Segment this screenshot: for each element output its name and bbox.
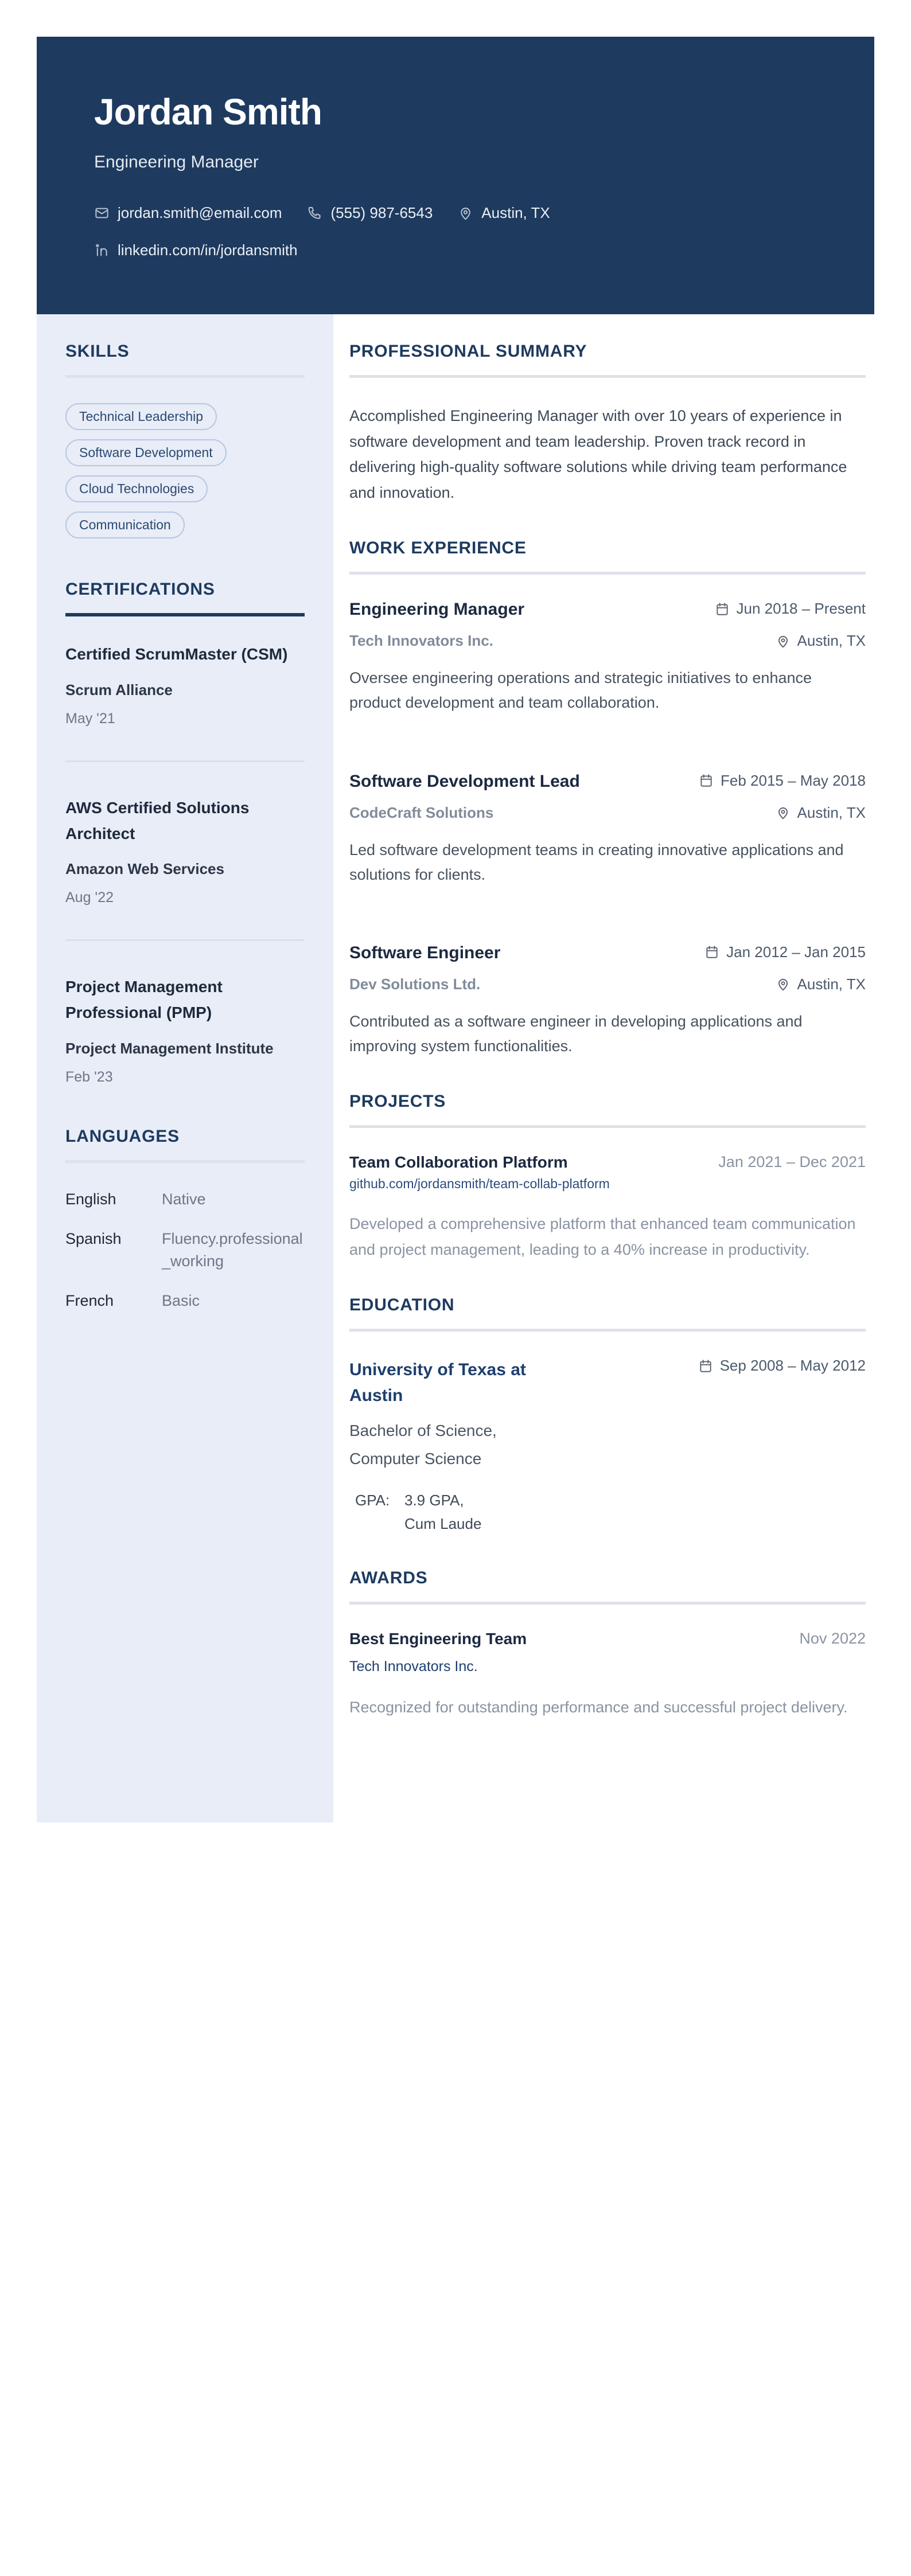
- certifications-section: [65, 580, 305, 1086]
- gpa-value: 3.9 GPA, Cum Laude: [404, 1492, 482, 1532]
- certifications-heading: CERTIFICATIONS: [65, 580, 215, 599]
- certifications-divider: [65, 613, 305, 616]
- certification-item: [65, 974, 305, 1086]
- awards-divider: [349, 1602, 866, 1605]
- location-pin-icon: [776, 805, 791, 820]
- awards-heading: AWARDS: [349, 1568, 428, 1587]
- language-name: English: [65, 1190, 116, 1208]
- certification-org: Project Management Institute: [65, 1039, 274, 1057]
- education-section: [349, 1295, 866, 1535]
- certification-title: AWS Certified Solutions Architect: [65, 798, 250, 842]
- skill-pill: Cloud Technologies: [65, 475, 208, 502]
- skills-section: [65, 342, 305, 538]
- calendar-icon: [699, 773, 714, 788]
- certification-date: May '21: [65, 710, 115, 727]
- language-level: Native: [162, 1190, 206, 1208]
- location-text: Austin, TX: [481, 204, 550, 221]
- calendar-icon: [704, 944, 719, 959]
- education-entry: [349, 1357, 866, 1535]
- job-title: Software Engineer: [349, 943, 501, 962]
- job-dates-text: Jan 2012 – Jan 2015: [726, 943, 866, 961]
- certification-date: Aug '22: [65, 889, 114, 906]
- language-level: Basic: [162, 1292, 200, 1310]
- job-dates-text: Jun 2018 – Present: [736, 600, 866, 618]
- education-divider: [349, 1329, 866, 1332]
- languages-heading: LANGUAGES: [65, 1126, 180, 1146]
- skill-pill: Software Development: [65, 439, 227, 466]
- education-details: [349, 1357, 562, 1535]
- resume-header: [37, 37, 874, 314]
- resume-body: [37, 314, 874, 1822]
- resume-card: [37, 37, 874, 1822]
- calendar-icon: [698, 1359, 713, 1373]
- language-row: [65, 1188, 305, 1211]
- contact-row: [94, 204, 817, 222]
- job-description: Oversee engineering operations and strategic initiatives to enhance product development and team collaboration.: [349, 669, 812, 712]
- job-description: Led software development teams in creating innovative applications and solutions for clients.: [349, 841, 844, 883]
- languages-divider: [65, 1160, 305, 1163]
- contact-linkedin: [94, 241, 298, 259]
- languages-section: [65, 1127, 305, 1313]
- linkedin-text: linkedin.com/in/jordansmith: [118, 241, 298, 259]
- education-dates-text: Sep 2008 – May 2012: [719, 1357, 866, 1375]
- contact-email: [94, 204, 282, 222]
- language-row: [65, 1228, 305, 1273]
- certification-org: Scrum Alliance: [65, 681, 173, 698]
- job-company: Tech Innovators Inc.: [349, 632, 493, 650]
- summary-heading: PROFESSIONAL SUMMARY: [349, 342, 587, 361]
- main-column: [333, 314, 874, 1822]
- job-entry: [349, 600, 866, 715]
- job-location: [776, 804, 866, 822]
- job-title: Software Development Lead: [349, 771, 580, 791]
- job-dates: [699, 772, 866, 790]
- language-row: [65, 1290, 305, 1312]
- sidebar: [37, 314, 333, 1822]
- award-date: Nov 2022: [799, 1630, 866, 1647]
- linkedin-icon: [94, 243, 110, 258]
- degree-text: Bachelor of Science, Computer Science: [349, 1422, 497, 1468]
- job-dates: [715, 600, 866, 618]
- job-entry: [349, 943, 866, 1059]
- summary-section: [349, 342, 866, 505]
- project-dates: Jan 2021 – Dec 2021: [718, 1153, 866, 1171]
- certification-separator: [65, 939, 305, 941]
- location-pin-icon: [458, 205, 473, 221]
- calendar-icon: [715, 602, 730, 616]
- contact-location: [458, 204, 550, 222]
- project-description: Developed a comprehensive platform that enhanced team communication and project management, leading to a 40% increase in productivity.: [349, 1215, 856, 1258]
- project-entry: [349, 1153, 866, 1262]
- skill-pill: Technical Leadership: [65, 403, 217, 430]
- location-pin-icon: [776, 634, 791, 649]
- job-location-text: Austin, TX: [797, 803, 866, 821]
- project-title: Team Collaboration Platform: [349, 1153, 568, 1172]
- certification-org: Amazon Web Services: [65, 860, 224, 878]
- award-entry: [349, 1630, 866, 1720]
- education-heading: EDUCATION: [349, 1295, 455, 1315]
- job-description: Contributed as a software engineer in developing applications and improving system functionalities.: [349, 1012, 803, 1055]
- award-title: Best Engineering Team: [349, 1630, 527, 1648]
- certification-item: [65, 642, 305, 727]
- job-company: Dev Solutions Ltd.: [349, 975, 481, 993]
- job-company: CodeCraft Solutions: [349, 803, 494, 821]
- projects-divider: [349, 1125, 866, 1128]
- contact-phone: [307, 204, 433, 222]
- education-dates: [698, 1357, 866, 1375]
- job-location: [776, 632, 866, 650]
- job-location-text: Austin, TX: [797, 632, 866, 650]
- phone-icon: [307, 205, 322, 221]
- job-title: Engineering Manager: [349, 600, 525, 619]
- location-pin-icon: [776, 977, 791, 992]
- gpa-row: [349, 1489, 562, 1535]
- skills-heading: SKILLS: [65, 342, 130, 361]
- email-text: jordan.smith@email.com: [118, 204, 282, 221]
- mail-icon: [94, 205, 110, 221]
- language-level: Fluency.professional_working: [162, 1230, 303, 1270]
- school-name: University of Texas at Austin: [349, 1360, 526, 1406]
- job-location: [776, 975, 866, 993]
- job-entry: [349, 772, 866, 887]
- person-job-title: Engineering Manager: [94, 153, 259, 171]
- language-name: Spanish: [65, 1230, 122, 1248]
- certification-title: Project Management Professional (PMP): [65, 978, 223, 1022]
- award-org: Tech Innovators Inc.: [349, 1658, 478, 1675]
- work-experience-section: [349, 538, 866, 1059]
- skill-pill: Communication: [65, 512, 185, 538]
- projects-heading: PROJECTS: [349, 1092, 446, 1111]
- job-dates-text: Feb 2015 – May 2018: [721, 771, 866, 789]
- work-experience-heading: WORK EXPERIENCE: [349, 538, 527, 558]
- projects-section: [349, 1092, 866, 1262]
- language-name: French: [65, 1292, 114, 1310]
- certification-title: Certified ScrumMaster (CSM): [65, 645, 288, 663]
- certification-separator: [65, 760, 305, 762]
- gpa-label: GPA:: [355, 1492, 390, 1509]
- job-dates: [704, 943, 866, 961]
- contact-row-linkedin: [94, 241, 817, 259]
- phone-text: (555) 987-6543: [330, 204, 433, 221]
- skills-divider: [65, 375, 305, 378]
- certification-date: Feb '23: [65, 1068, 113, 1085]
- summary-text: Accomplished Engineering Manager with over 10 years of experience in software development and team leadership. Proven track record in delivering high-quality software solutions while driving team performance and innovation.: [349, 407, 847, 501]
- award-description: Recognized for outstanding performance and successful project delivery.: [349, 1699, 848, 1716]
- person-name: Jordan Smith: [94, 91, 322, 132]
- job-location-text: Austin, TX: [797, 975, 866, 993]
- summary-divider: [349, 375, 866, 378]
- awards-section: [349, 1568, 866, 1720]
- work-experience-divider: [349, 572, 866, 575]
- project-link[interactable]: github.com/jordansmith/team-collab-platform: [349, 1176, 610, 1192]
- certification-item: [65, 795, 305, 907]
